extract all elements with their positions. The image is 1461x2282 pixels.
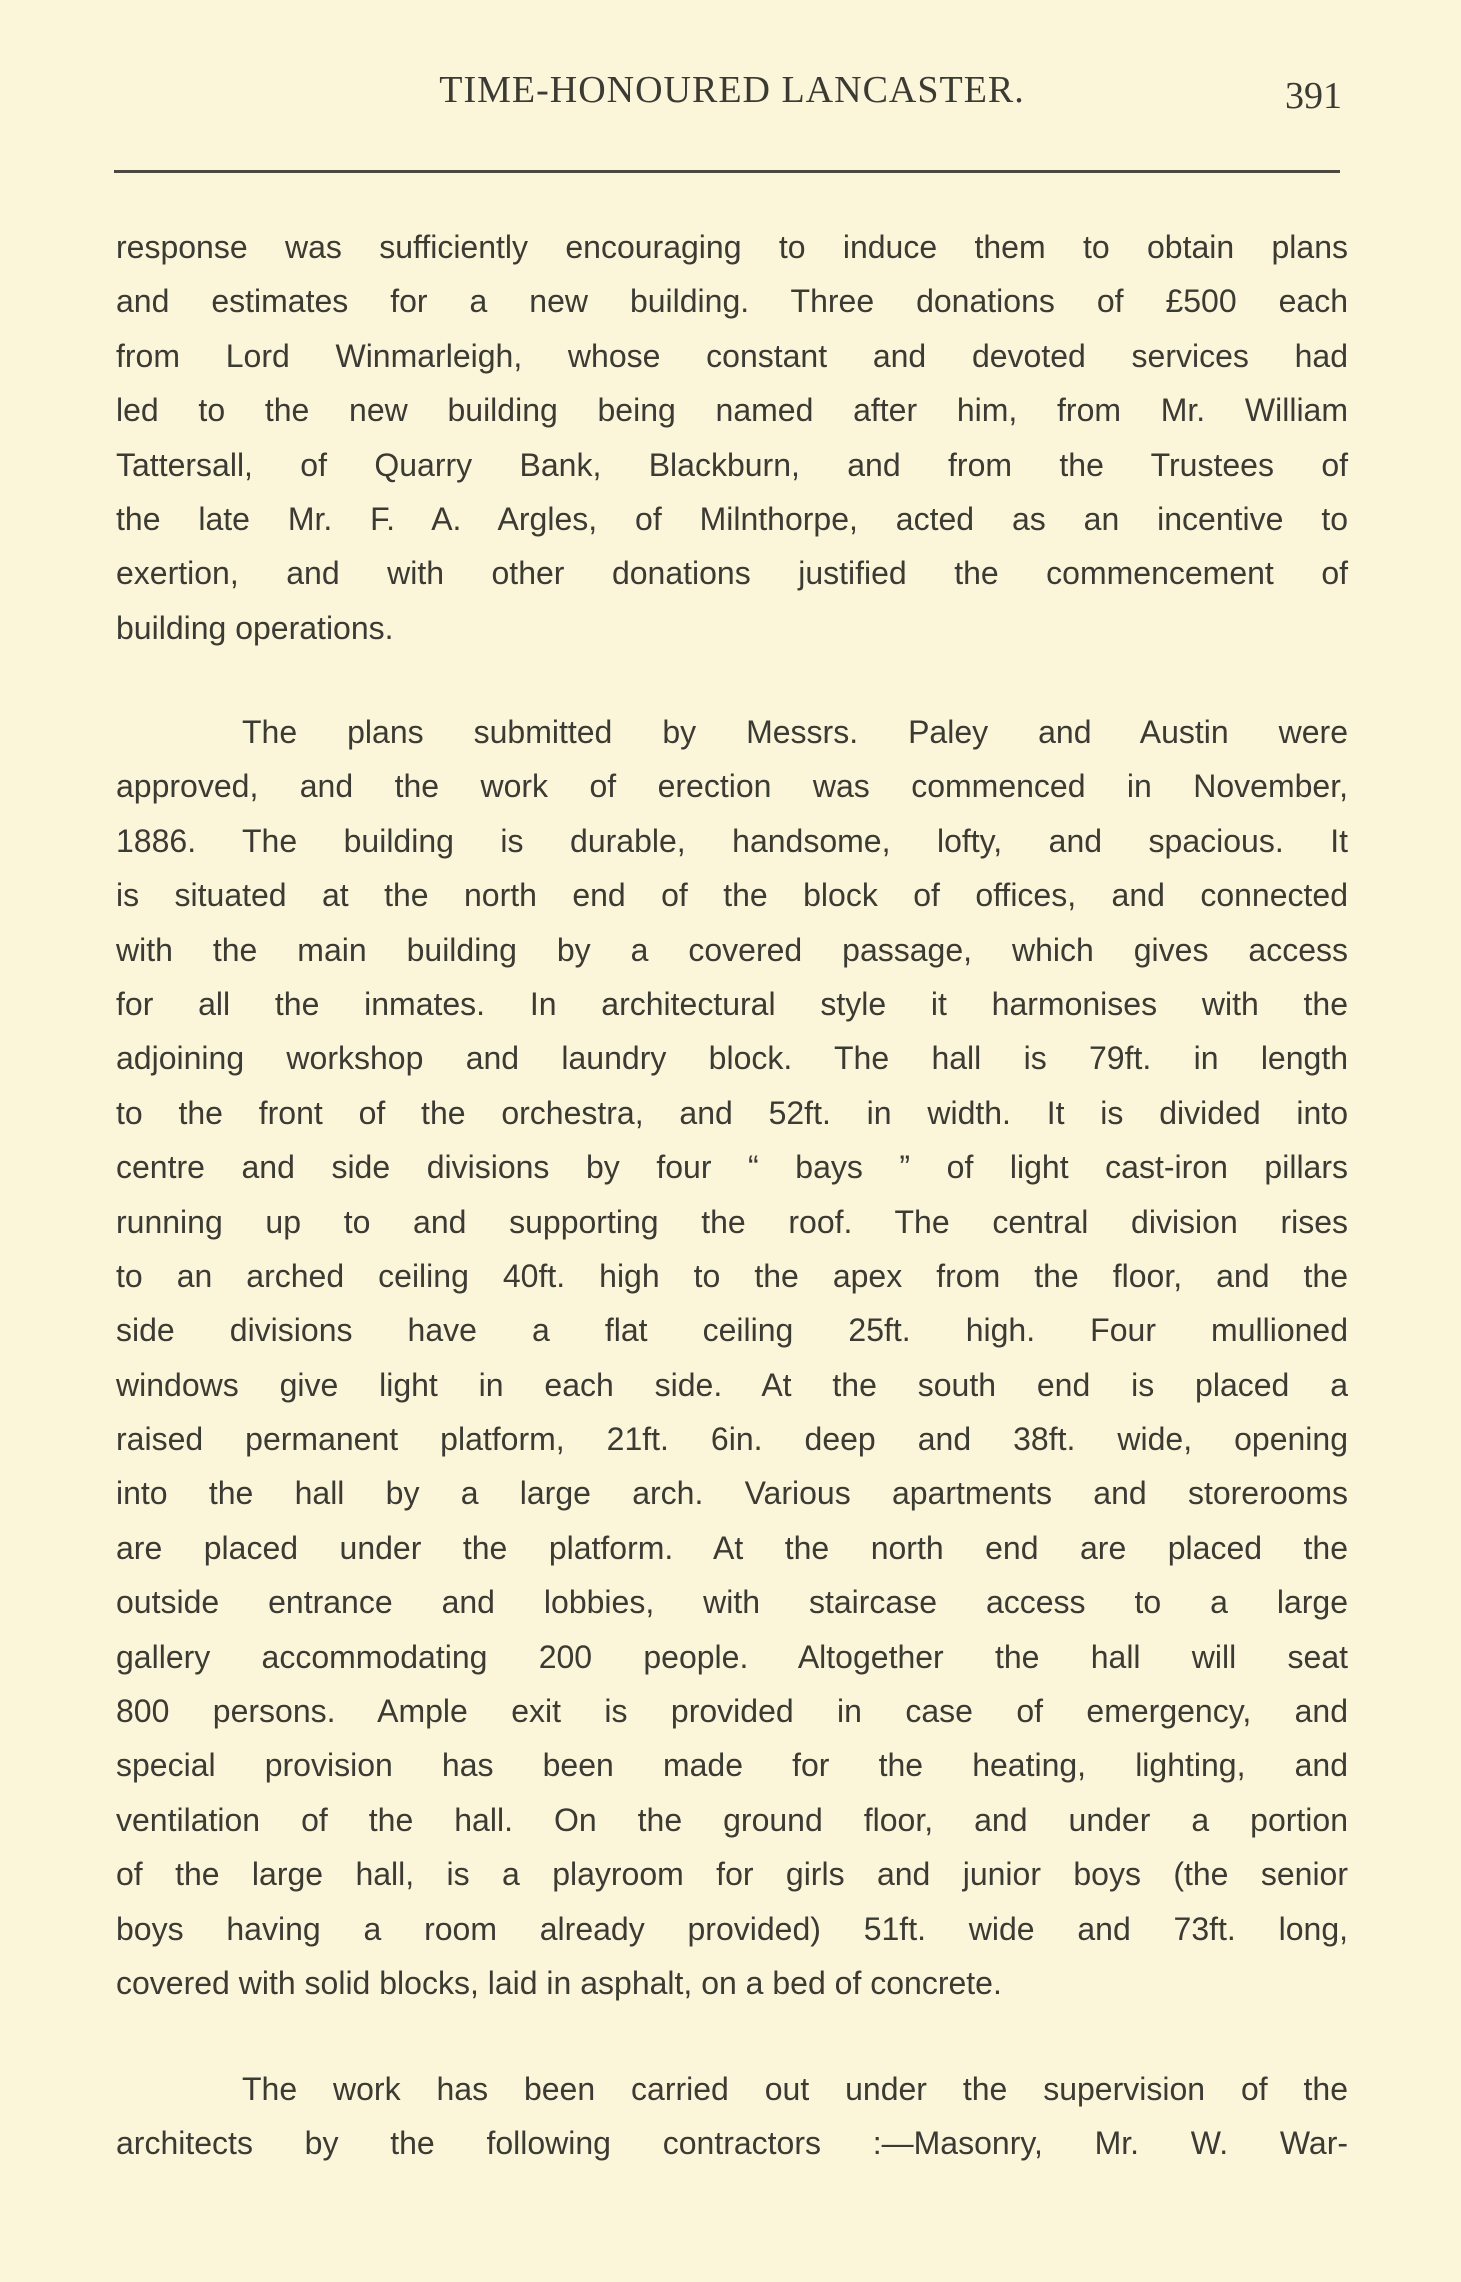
text-line: from Lord Winmarleigh, whose constant and devoted services had <box>116 337 1348 374</box>
text-line: outside entrance and lobbies, with staircase access to a large <box>116 1584 1348 1621</box>
text-line: special provision has been made for the heating, lighting, and <box>116 1747 1348 1784</box>
text-line: running up to and supporting the roof. The central division rises <box>116 1203 1348 1240</box>
text-line: Tattersall, of Quarry Bank, Blackburn, and from the Trustees of <box>116 446 1348 483</box>
paragraph-2 <box>116 705 1348 2010</box>
text-line: building operations. <box>116 609 394 646</box>
text-line: led to the new building being named after him, from Mr. William <box>116 392 1348 429</box>
text-line: covered with solid blocks, laid in asphalt, on a bed of concrete. <box>116 1964 1002 2001</box>
text-line: adjoining workshop and laundry block. The hall is 79ft. in length <box>116 1040 1348 1077</box>
text-line: 1886. The building is durable, handsome, lofty, and spacious. It <box>116 822 1348 859</box>
running-head <box>116 68 1348 118</box>
text-line: for all the inmates. In architectural style it harmonises with the <box>116 985 1348 1022</box>
text-line: is situated at the north end of the block of offices, and connected <box>116 877 1348 914</box>
text-line: with the main building by a covered passage, which gives access <box>116 931 1348 968</box>
paragraph-3 <box>116 2062 1348 2171</box>
text-line: response was sufficiently encouraging to induce them to obtain plans <box>116 229 1348 265</box>
text-line: to an arched ceiling 40ft. high to the apex from the floor, and the <box>116 1257 1348 1294</box>
text-line: ventilation of the hall. On the ground floor, and under a portion <box>116 1801 1348 1838</box>
page-number: 391 <box>1285 75 1342 117</box>
text-line: centre and side divisions by four “ bays ” of light cast-iron pillars <box>116 1149 1348 1186</box>
text-line: 800 persons. Ample exit is provided in case of emergency, and <box>116 1693 1348 1730</box>
text-line: into the hall by a large arch. Various apartments and storerooms <box>116 1475 1348 1512</box>
text-line: windows give light in each side. At the south end is placed a <box>116 1366 1348 1403</box>
text-line: The plans submitted by Messrs. Paley and Austin were <box>242 714 1348 750</box>
text-line: boys having a room already provided) 51ft. wide and 73ft. long, <box>116 1910 1348 1947</box>
running-title: TIME-HONOURED LANCASTER. <box>439 69 1025 111</box>
text-line: architects by the following contractors :—Masonry, Mr. W. War- <box>116 2125 1348 2162</box>
text-line: raised permanent platform, 21ft. 6in. deep and 38ft. wide, opening <box>116 1421 1348 1458</box>
text-line: side divisions have a flat ceiling 25ft. high. Four mullioned <box>116 1312 1348 1349</box>
text-line: gallery accommodating 200 people. Altogether the hall will seat <box>116 1638 1348 1675</box>
text-line: of the large hall, is a playroom for girls and junior boys (the senior <box>116 1856 1348 1893</box>
text-line: approved, and the work of erection was commenced in November, <box>116 768 1348 805</box>
paragraph-1 <box>116 220 1348 655</box>
text-line: to the front of the orchestra, and 52ft. in width. It is divided into <box>116 1094 1348 1131</box>
text-line: and estimates for a new building. Three donations of £500 each <box>116 283 1348 320</box>
header-rule <box>114 170 1340 173</box>
text-line: exertion, and with other donations justified the commencement of <box>116 555 1348 592</box>
text-line: the late Mr. F. A. Argles, of Milnthorpe, acted as an incentive to <box>116 500 1348 537</box>
text-line: The work has been carried out under the supervision of the <box>242 2071 1348 2107</box>
text-line: are placed under the platform. At the north end are placed the <box>116 1529 1348 1566</box>
